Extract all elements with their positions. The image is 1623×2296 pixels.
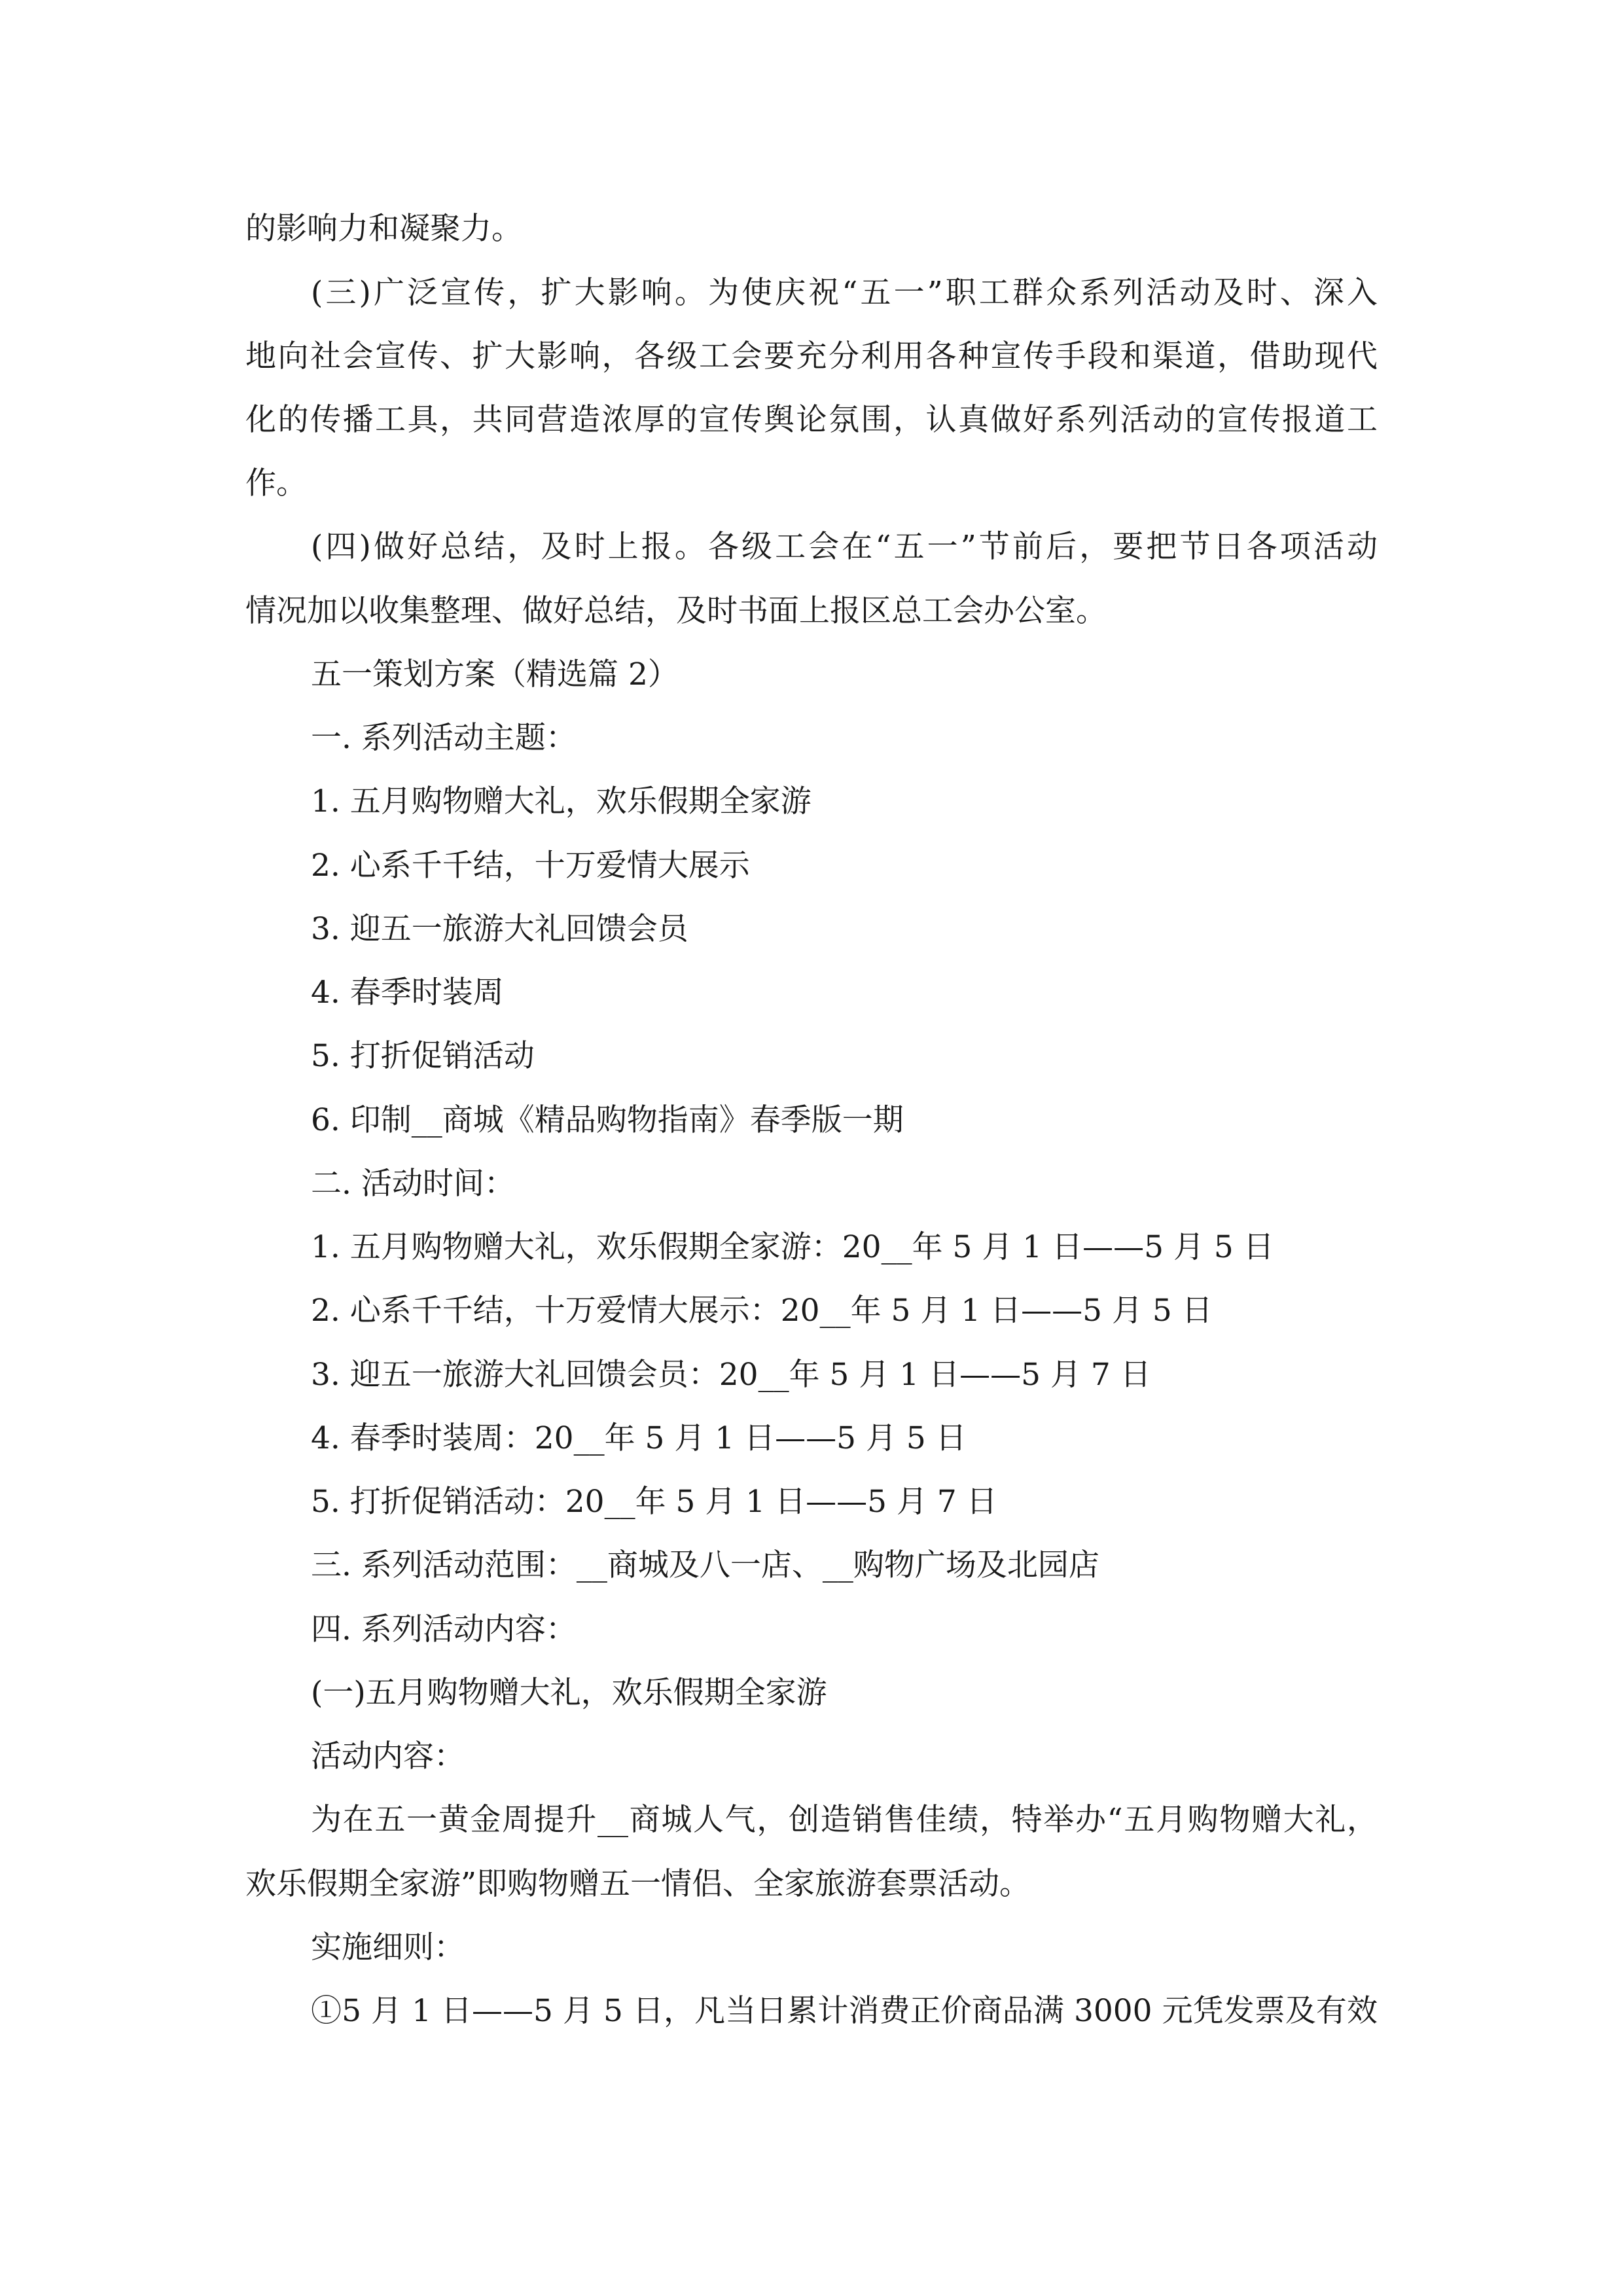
paragraph-line: ①5 月 1 日——5 月 5 日，凡当日累计消费正价商品满 3000 元凭发票及有效 — [311, 1993, 1378, 2029]
section-heading: 五一策划方案（精选篇 2） — [311, 656, 679, 692]
list-item: 3. 迎五一旅游大礼回馈会员：20__年 5 月 1 日——5 月 7 日 — [311, 1357, 1151, 1393]
paragraph-line: 情况加以收集整理、做好总结，及时书面上报区总工会办公室。 — [245, 593, 1107, 629]
subsection-heading: (一)五月购物赠大礼，欢乐假期全家游 — [311, 1675, 827, 1711]
section-heading: 一. 系列活动主题： — [311, 720, 577, 756]
list-item: 6. 印制__商城《精品购物指南》春季版一期 — [311, 1102, 904, 1138]
paragraph-line: 的影响力和凝聚力。 — [245, 211, 522, 247]
paragraph-line: 地向社会宣传、扩大影响，各级工会要充分利用各种宣传手段和渠道，借助现代 — [245, 338, 1378, 374]
paragraph-line: 欢乐假期全家游”即购物赠五一情侣、全家旅游套票活动。 — [245, 1866, 1031, 1902]
list-item: 3. 迎五一旅游大礼回馈会员 — [311, 911, 688, 947]
section-heading: 二. 活动时间： — [311, 1166, 515, 1202]
paragraph-line: 化的传播工具，共同营造浓厚的宣传舆论氛围，认真做好系列活动的宣传报道工 — [245, 402, 1378, 438]
paragraph-line: (三)广泛宣传，扩大影响。为使庆祝“五一”职工群众系列活动及时、深入 — [311, 275, 1378, 311]
label-line: 实施细则： — [311, 1929, 465, 1965]
list-item: 5. 打折促销活动：20__年 5 月 1 日——5 月 7 日 — [311, 1484, 997, 1520]
list-item: 5. 打折促销活动 — [311, 1038, 535, 1074]
section-heading: 四. 系列活动内容： — [311, 1611, 577, 1647]
list-item: 4. 春季时装周：20__年 5 月 1 日——5 月 5 日 — [311, 1420, 967, 1456]
section-heading: 三. 系列活动范围：__商城及八一店、__购物广场及北园店 — [311, 1547, 1099, 1583]
paragraph-line: 为在五一黄金周提升__商城人气，创造销售佳绩，特举办“五月购物赠大礼， — [311, 1802, 1378, 1838]
label-line: 活动内容： — [311, 1738, 465, 1774]
paragraph-line: 作。 — [245, 465, 307, 501]
list-item: 4. 春季时装周 — [311, 975, 504, 1011]
list-item: 1. 五月购物赠大礼，欢乐假期全家游 — [311, 783, 812, 819]
paragraph-line: (四)做好总结，及时上报。各级工会在“五一”节前后，要把节日各项活动 — [311, 529, 1378, 565]
list-item: 1. 五月购物赠大礼，欢乐假期全家游：20__年 5 月 1 日——5 月 5 日 — [311, 1229, 1274, 1265]
list-item: 2. 心系千千结，十万爱情大展示：20__年 5 月 1 日——5 月 5 日 — [311, 1293, 1213, 1329]
list-item: 2. 心系千千结，十万爱情大展示 — [311, 848, 750, 884]
